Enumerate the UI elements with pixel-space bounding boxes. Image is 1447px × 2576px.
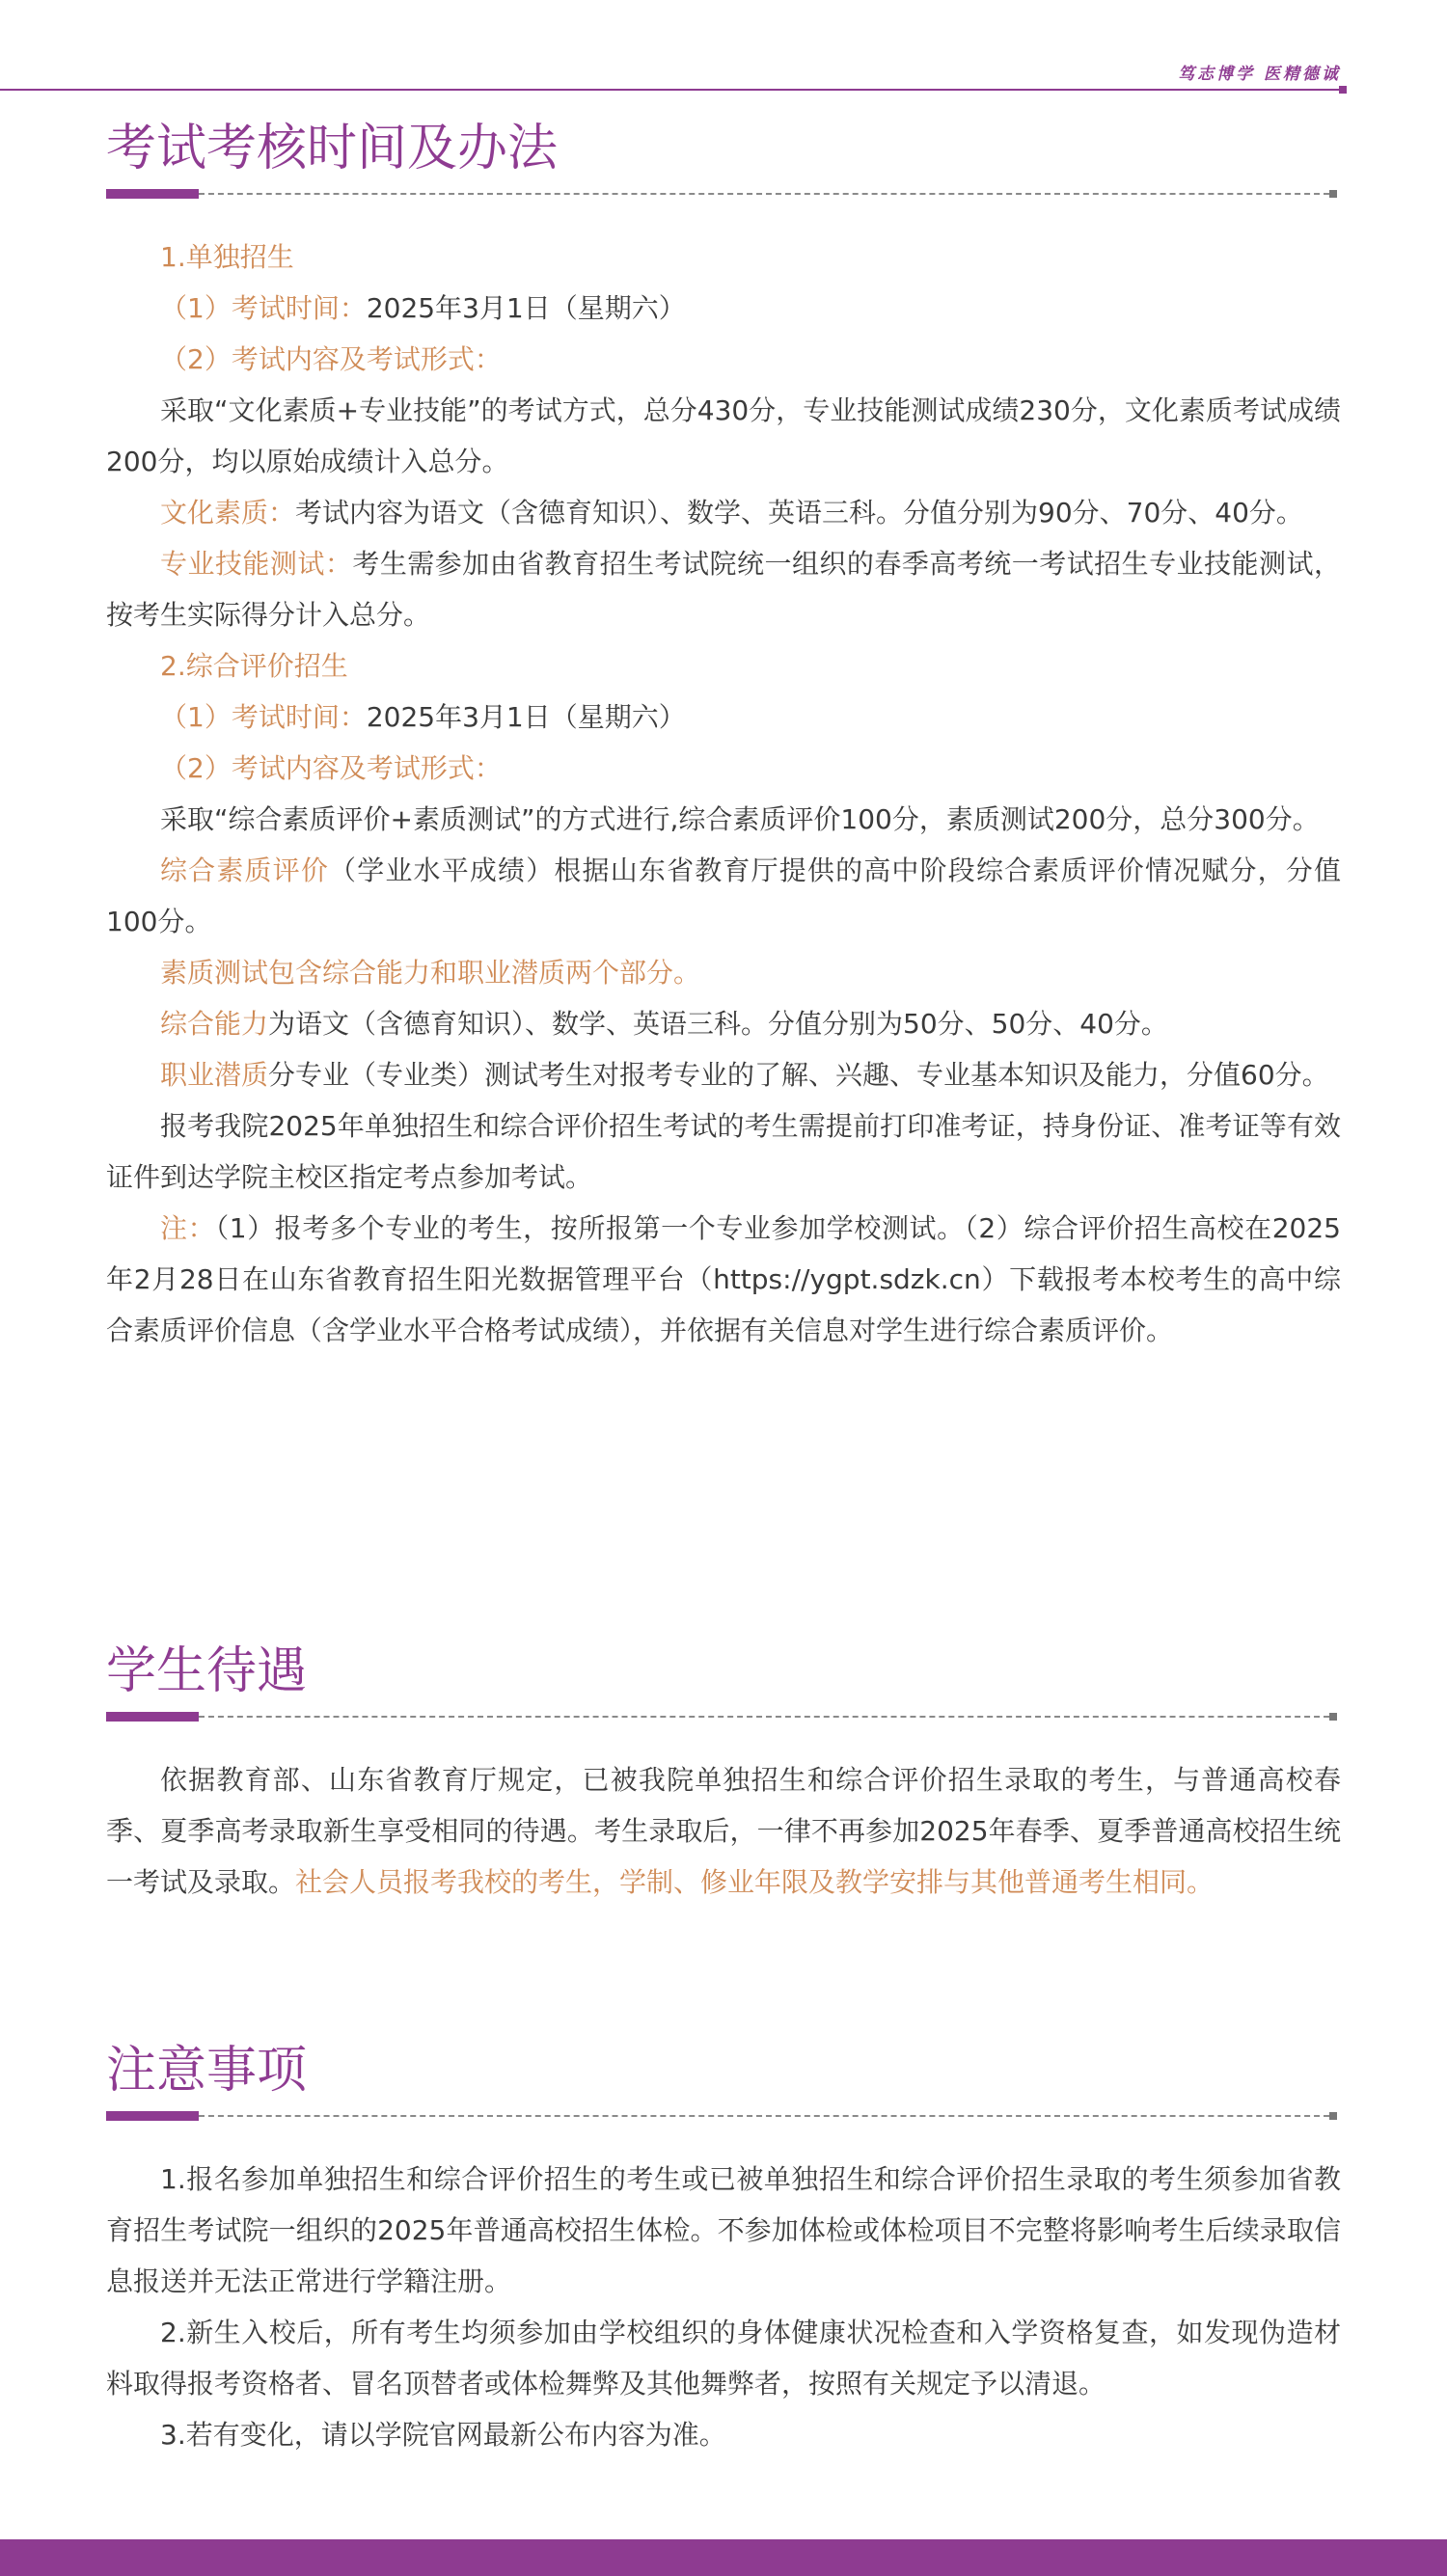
paragraph: 采取“文化素质+专业技能”的考试方式，总分430分，专业技能测试成绩230分，文化素质考试成绩200分，均以原始成绩计入总分。 — [106, 394, 1341, 477]
subheading: 素质测试包含综合能力和职业潜质两个部分。 — [160, 957, 701, 989]
paragraph — [106, 998, 1341, 1049]
footer-band — [0, 2539, 1447, 2576]
header-rule — [0, 89, 1345, 91]
subheading: （2）考试内容及考试形式： — [160, 752, 502, 784]
paragraph: 报考我院2025年单独招生和综合评价招生考试的考生需提前打印准考证，持身份证、准考证等有效证件到达学院主校区指定考点参加考试。 — [106, 1110, 1341, 1193]
benefits-section-title: 学生待遇 — [106, 1642, 308, 1700]
label: （1）考试时间： — [160, 292, 367, 324]
notes-section-title: 注意事项 — [106, 2042, 308, 2100]
benefits-content — [106, 1754, 1341, 1908]
paragraph — [106, 845, 1341, 947]
label: 文化素质： — [160, 497, 296, 529]
notes-section — [106, 2042, 1341, 2460]
paragraph: 1.报名参加单独招生和综合评价招生的考生或已被单独招生和综合评价招生录取的考生须参加省教育招生考试院一组织的2025年普通高校招生体检。不参加体检或体检项目不完整将影响考生后续录取信息报送并无法正常进行学籍注册。 — [106, 2163, 1341, 2297]
label: 注： — [160, 1212, 216, 1244]
text: （1）报考多个专业的考生，按所报第一个专业参加学校测试。（2）综合评价招生高校在2025年2月28日在山东省教育招生阳光数据管理平台（https://ygpt.sdzk.cn）下载报考本校考生的高中综合素质评价信息（含学业水平合格考试成绩），并依据有关信息对学生进行综合素质评价。 — [106, 1212, 1341, 1346]
paragraph — [106, 1754, 1341, 1908]
paragraph — [106, 538, 1341, 640]
exam-content — [106, 231, 1341, 1356]
benefits-section — [106, 1642, 1341, 1908]
paragraph: 2.新生入校后，所有考生均须参加由学校组织的身体健康状况检查和入学资格复查，如发现伪造材料取得报考资格者、冒名顶替者或体检舞弊及其他舞弊者，按照有关规定予以清退。 — [106, 2317, 1341, 2400]
text: 考试内容为语文（含德育知识）、数学、英语三科。分值分别为90分、70分、40分。 — [295, 497, 1303, 529]
section-divider — [106, 2111, 1341, 2121]
text: （学业水平成绩）根据山东省教育厅提供的高中阶段综合素质评价情况赋分，分值100分。 — [106, 854, 1341, 937]
header-motto: 笃志博学 医精德诚 — [1178, 65, 1341, 84]
paragraph — [106, 1049, 1341, 1100]
paragraph — [106, 1203, 1341, 1356]
subheading: （2）考试内容及考试形式： — [160, 343, 502, 375]
text: 分专业（专业类）测试考生对报考专业的了解、兴趣、专业基本知识及能力，分值60分。 — [268, 1059, 1329, 1091]
text: 为语文（含德育知识）、数学、英语三科。分值分别为50分、50分、40分。 — [268, 1008, 1168, 1040]
notes-content — [106, 2154, 1341, 2460]
subheading: 1.单独招生 — [160, 241, 294, 273]
paragraph: 3.若有变化，请以学院官网最新公布内容为准。 — [160, 2419, 726, 2451]
highlight-text: 社会人员报考我校的考生，学制、修业年限及教学安排与其他普通考生相同。 — [295, 1866, 1215, 1898]
paragraph — [106, 283, 1341, 334]
text: 2025年3月1日（星期六） — [366, 292, 686, 324]
section-divider — [106, 1712, 1341, 1722]
paragraph — [106, 487, 1341, 538]
paragraph: 采取“综合素质评价+素质测试”的方式进行,综合素质评价100分，素质测试200分，总分300分。 — [160, 803, 1320, 835]
text: 2025年3月1日（星期六） — [366, 701, 686, 733]
label: 综合素质评价 — [160, 854, 330, 886]
label: 专业技能测试： — [160, 548, 353, 580]
subheading: 2.综合评价招生 — [160, 650, 348, 682]
label: （1）考试时间： — [160, 701, 367, 733]
label: 综合能力 — [160, 1008, 269, 1040]
text: 依据教育部、山东省教育厅规定，已被我院单独招生和综合评价招生录取的考生，与普通高校春季、夏季高考录取新生享受相同的待遇。考生录取后，一律不再参加2025年春季、夏季普通高校招生统一考试及录取。 — [106, 1764, 1341, 1898]
header-rule-end — [1339, 86, 1347, 94]
exam-section-title: 考试考核时间及办法 — [106, 120, 559, 177]
paragraph — [106, 691, 1341, 743]
exam-section — [106, 120, 1341, 1356]
label: 职业潜质 — [160, 1059, 269, 1091]
section-divider — [106, 189, 1341, 199]
text: 考生需参加由省教育招生考试院统一组织的春季高考统一考试招生专业技能测试，按考生实际得分计入总分。 — [106, 548, 1341, 631]
